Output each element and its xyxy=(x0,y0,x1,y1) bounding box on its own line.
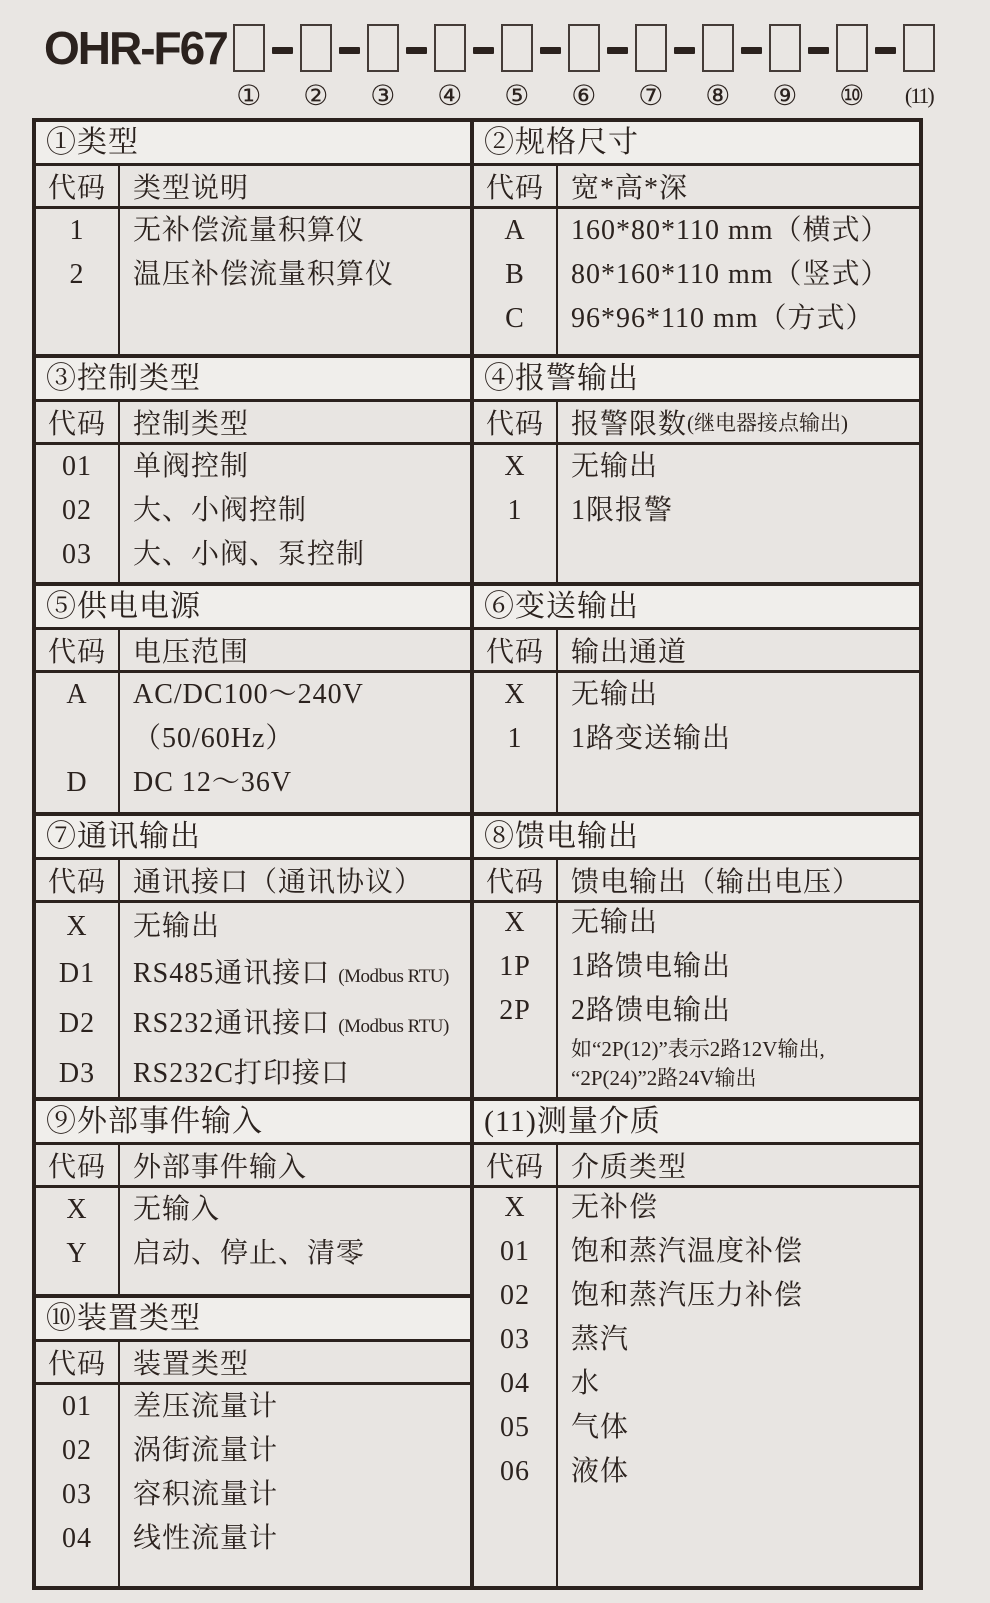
column-headers xyxy=(36,402,470,445)
model-code-position-8 xyxy=(700,22,736,111)
table-row xyxy=(474,297,919,341)
position-label: ⑦ xyxy=(638,79,664,112)
voltage-line-1: AC/DC100～240V xyxy=(133,679,364,710)
desc-value: 差压流量计 xyxy=(133,1391,279,1422)
desc-header: 输出通道 xyxy=(571,637,688,668)
table-row xyxy=(36,445,470,489)
data-rows xyxy=(36,209,470,354)
desc-filler xyxy=(558,341,919,354)
desc-value xyxy=(120,1000,470,1050)
desc-value: 无输出 xyxy=(571,907,659,938)
model-code-box xyxy=(233,24,265,72)
desc-filler xyxy=(558,1496,919,1586)
note-line-1: 如“2P(12)”表示2路12V输出, xyxy=(571,1037,825,1061)
code-value: X xyxy=(474,445,558,489)
model-code-box xyxy=(836,24,868,72)
position-label: ⑤ xyxy=(504,79,530,112)
dash-separator xyxy=(540,47,561,54)
protocol-note: (Modbus RTU) xyxy=(338,966,449,987)
code-header: 代码 xyxy=(36,860,120,900)
desc-value: 160*80*110 mm（横式） xyxy=(571,215,890,246)
data-rows xyxy=(36,903,470,1097)
protocol-note: (Modbus RTU) xyxy=(338,1016,449,1037)
code-header: 代码 xyxy=(36,402,120,442)
desc-value: 饱和蒸汽压力补偿 xyxy=(571,1280,804,1311)
code-header: 代码 xyxy=(474,1145,558,1185)
column-headers xyxy=(474,1145,919,1188)
desc-value xyxy=(120,950,470,1000)
desc-value: 线性流量计 xyxy=(133,1523,279,1554)
interface-label: RS485通讯接口 xyxy=(133,958,331,989)
section-title: ⑧馈电输出 xyxy=(474,816,919,860)
voltage-line-2: （50/60Hz） xyxy=(133,723,295,754)
section-communication-output xyxy=(36,812,470,1097)
code-value: 2P xyxy=(474,991,558,1035)
model-code-position-3 xyxy=(365,22,401,111)
row-filler xyxy=(36,1561,470,1586)
desc-value: RS232C打印接口 xyxy=(133,1058,350,1089)
section-alarm-output xyxy=(474,354,919,582)
column-headers xyxy=(36,166,470,209)
table-row xyxy=(36,1429,470,1473)
model-code-position-1 xyxy=(231,22,267,111)
code-value: 03 xyxy=(36,533,120,577)
section-power-supply xyxy=(36,582,470,812)
code-value: 01 xyxy=(36,445,120,489)
desc-filler xyxy=(120,1276,470,1294)
data-rows xyxy=(474,445,919,582)
note-line-2: “2P(24)”2路24V输出 xyxy=(571,1066,757,1090)
model-code-position-5 xyxy=(499,22,535,111)
position-label: ⑧ xyxy=(705,79,731,112)
table-row xyxy=(36,1232,470,1276)
desc-value: 容积流量计 xyxy=(133,1479,279,1510)
model-code-position-4 xyxy=(432,22,468,111)
section-title: ①类型 xyxy=(36,122,470,166)
model-code-position-6 xyxy=(566,22,602,111)
code-value: 1 xyxy=(474,717,558,761)
desc-value: 1路变送输出 xyxy=(571,723,732,754)
code-value: D2 xyxy=(36,1000,120,1050)
section-feed-power-output xyxy=(474,812,919,1097)
desc-value: 无输出 xyxy=(571,679,659,710)
table-row xyxy=(36,1517,470,1561)
table-row xyxy=(474,209,919,253)
code-filler xyxy=(474,1496,558,1586)
desc-value: 无补偿流量积算仪 xyxy=(133,215,366,246)
desc-value: 液体 xyxy=(571,1456,630,1487)
model-code-header xyxy=(44,22,954,111)
desc-filler xyxy=(120,805,470,812)
desc-value: 1限报警 xyxy=(571,495,674,526)
code-value: 03 xyxy=(36,1473,120,1517)
code-value: X xyxy=(36,1188,120,1232)
row-filler xyxy=(474,1496,919,1586)
desc-value: 大、小阀、泵控制 xyxy=(133,539,366,570)
section-device-type xyxy=(36,1294,470,1586)
feed-power-note xyxy=(558,1035,919,1093)
section-title: (11)测量介质 xyxy=(474,1101,919,1145)
model-code-box xyxy=(300,24,332,72)
row-filler xyxy=(474,761,919,812)
code-header: 代码 xyxy=(474,402,558,442)
column-headers xyxy=(474,166,919,209)
desc-value xyxy=(120,673,470,761)
code-value: X xyxy=(474,1188,558,1232)
code-header: 代码 xyxy=(474,860,558,900)
data-rows xyxy=(36,673,470,812)
section-control-type xyxy=(36,354,470,582)
position-label: ⑩ xyxy=(839,79,865,112)
table-row xyxy=(474,1232,919,1276)
data-rows xyxy=(474,673,919,812)
table-row xyxy=(36,1473,470,1517)
section-type xyxy=(36,122,470,354)
code-value: A xyxy=(36,673,120,761)
section-title: ⑩装置类型 xyxy=(36,1298,470,1342)
desc-value: 水 xyxy=(571,1368,601,1399)
column-headers xyxy=(474,402,919,445)
model-code-box xyxy=(702,24,734,72)
code-header: 代码 xyxy=(36,1342,120,1382)
row-filler xyxy=(474,341,919,354)
code-value: D3 xyxy=(36,1050,120,1097)
code-value: 03 xyxy=(474,1320,558,1364)
desc-value: 2路馈电输出 xyxy=(571,995,732,1026)
code-value: 2 xyxy=(36,253,120,297)
desc-header: 馈电输出（输出电压） xyxy=(571,867,862,898)
dash-separator xyxy=(406,47,427,54)
desc-value: 单阀控制 xyxy=(133,451,250,482)
table-row xyxy=(36,209,470,253)
code-filler xyxy=(474,761,558,812)
column-headers xyxy=(474,630,919,673)
desc-header: 控制类型 xyxy=(133,409,250,440)
code-value: C xyxy=(474,297,558,341)
code-value: 04 xyxy=(36,1517,120,1561)
code-value: D1 xyxy=(36,950,120,1000)
dash-separator xyxy=(339,47,360,54)
desc-header: 通讯接口（通讯协议） xyxy=(133,867,424,898)
table-row xyxy=(36,1188,470,1232)
position-label: ⑥ xyxy=(571,79,597,112)
table-row-note xyxy=(474,1035,919,1093)
section-measurement-medium xyxy=(474,1097,919,1586)
position-label: ① xyxy=(236,79,262,112)
column-headers xyxy=(36,1342,470,1385)
code-filler xyxy=(36,1276,120,1294)
table-row xyxy=(36,1000,470,1050)
dash-separator xyxy=(607,47,628,54)
code-value: Y xyxy=(36,1232,120,1276)
code-header: 代码 xyxy=(474,166,558,206)
model-code-box xyxy=(635,24,667,72)
code-filler xyxy=(36,805,120,812)
table-row xyxy=(474,1276,919,1320)
interface-label: RS232通讯接口 xyxy=(133,1008,331,1039)
model-code-position-2 xyxy=(298,22,334,111)
table-row xyxy=(474,1408,919,1452)
desc-value: 无补偿 xyxy=(571,1192,659,1223)
position-label: (11) xyxy=(904,83,933,108)
desc-value: 饱和蒸汽温度补偿 xyxy=(571,1236,804,1267)
code-filler xyxy=(474,1035,558,1093)
code-value: 1 xyxy=(474,489,558,533)
desc-value: 无输入 xyxy=(133,1194,221,1225)
model-code-position-10 xyxy=(834,22,870,111)
desc-filler xyxy=(120,297,470,354)
desc-value: 蒸汽 xyxy=(571,1324,630,1355)
desc-value: 96*96*110 mm（方式） xyxy=(571,303,875,334)
desc-value: 80*160*110 mm（竖式） xyxy=(571,259,890,290)
desc-value: 1路馈电输出 xyxy=(571,951,732,982)
table-row xyxy=(474,1320,919,1364)
model-code-box xyxy=(434,24,466,72)
desc-filler xyxy=(558,533,919,582)
section-title: ⑥变送输出 xyxy=(474,586,919,630)
section-title: ③控制类型 xyxy=(36,358,470,402)
code-value: 04 xyxy=(474,1364,558,1408)
code-filler xyxy=(36,1561,120,1586)
code-value: 01 xyxy=(36,1385,120,1429)
column-headers xyxy=(36,1145,470,1188)
model-code-box xyxy=(903,24,935,72)
table-right-column xyxy=(474,122,919,1586)
data-rows xyxy=(36,445,470,582)
desc-header: 介质类型 xyxy=(571,1152,688,1183)
code-value: 02 xyxy=(474,1276,558,1320)
section-title: ⑨外部事件输入 xyxy=(36,1101,470,1145)
code-value: 02 xyxy=(36,1429,120,1473)
model-prefix: OHR-F67 xyxy=(44,22,227,74)
dash-separator xyxy=(272,47,293,54)
table-row xyxy=(474,445,919,489)
desc-header: 电压范围 xyxy=(133,637,250,668)
section-title: ④报警输出 xyxy=(474,358,919,402)
code-header: 代码 xyxy=(36,1145,120,1185)
desc-value: 涡街流量计 xyxy=(133,1435,279,1466)
table-row xyxy=(474,717,919,761)
section-external-event-input xyxy=(36,1097,470,1294)
code-value: X xyxy=(474,673,558,717)
desc-value: 启动、停止、清零 xyxy=(133,1238,366,1269)
column-headers xyxy=(36,860,470,903)
table-row xyxy=(474,489,919,533)
code-filler xyxy=(474,533,558,582)
dash-separator xyxy=(741,47,762,54)
position-label: ④ xyxy=(437,79,463,112)
position-label: ② xyxy=(303,79,329,112)
table-row xyxy=(36,950,470,1000)
position-label: ⑨ xyxy=(772,79,798,112)
alarm-header-main: 报警限数 xyxy=(571,409,688,440)
row-filler xyxy=(36,805,470,812)
table-row xyxy=(36,1050,470,1097)
position-label: ③ xyxy=(370,79,396,112)
code-value: B xyxy=(474,253,558,297)
data-rows xyxy=(474,1188,919,1586)
code-value: 05 xyxy=(474,1408,558,1452)
section-title: ②规格尺寸 xyxy=(474,122,919,166)
data-rows xyxy=(474,209,919,354)
section-title: ⑤供电电源 xyxy=(36,586,470,630)
column-headers xyxy=(36,630,470,673)
desc-filler xyxy=(120,1561,470,1586)
data-rows xyxy=(36,1385,470,1586)
row-filler xyxy=(36,1276,470,1294)
table-row xyxy=(36,1385,470,1429)
code-header: 代码 xyxy=(36,630,120,670)
desc-value: 温压补偿流量积算仪 xyxy=(133,259,395,290)
dash-separator xyxy=(473,47,494,54)
code-header: 代码 xyxy=(474,630,558,670)
table-row xyxy=(36,533,470,577)
column-headers xyxy=(474,860,919,903)
table-row xyxy=(474,991,919,1035)
dash-separator xyxy=(808,47,829,54)
table-row xyxy=(36,761,470,805)
code-filler xyxy=(474,341,558,354)
table-row xyxy=(36,673,470,761)
code-value: 01 xyxy=(474,1232,558,1276)
row-filler xyxy=(474,533,919,582)
desc-header: 宽*高*深 xyxy=(571,173,689,204)
table-row xyxy=(474,673,919,717)
section-transmit-output xyxy=(474,582,919,812)
desc-header: 外部事件输入 xyxy=(133,1152,308,1183)
code-value: 1P xyxy=(474,947,558,991)
desc-value: 大、小阀控制 xyxy=(133,495,308,526)
desc-value: 气体 xyxy=(571,1412,630,1443)
model-code-box xyxy=(501,24,533,72)
table-row xyxy=(36,253,470,297)
dash-separator xyxy=(875,47,896,54)
code-value: X xyxy=(474,903,558,947)
code-value: X xyxy=(36,903,120,950)
table-row xyxy=(474,947,919,991)
row-filler xyxy=(36,297,470,354)
section-title: ⑦通讯输出 xyxy=(36,816,470,860)
table-row xyxy=(474,1452,919,1496)
code-value: 1 xyxy=(36,209,120,253)
code-header: 代码 xyxy=(36,166,120,206)
model-code-box xyxy=(769,24,801,72)
ordering-table xyxy=(32,118,923,1590)
table-row xyxy=(36,489,470,533)
table-row xyxy=(474,1188,919,1232)
desc-header: 类型说明 xyxy=(133,173,250,204)
desc-header xyxy=(558,402,919,442)
model-code-box xyxy=(367,24,399,72)
model-code-position-11 xyxy=(901,22,937,111)
alarm-header-note: (继电器接点输出) xyxy=(687,411,849,435)
dash-separator xyxy=(674,47,695,54)
model-code-position-7 xyxy=(633,22,669,111)
model-code-row xyxy=(44,22,954,111)
code-value: 06 xyxy=(474,1452,558,1496)
desc-filler xyxy=(558,761,919,812)
table-row xyxy=(474,253,919,297)
table-row xyxy=(474,1364,919,1408)
data-rows xyxy=(36,1188,470,1294)
desc-value: 无输出 xyxy=(571,451,659,482)
code-value: A xyxy=(474,209,558,253)
table-row xyxy=(474,903,919,947)
model-code-position-9 xyxy=(767,22,803,111)
code-filler xyxy=(36,297,120,354)
table-left-column xyxy=(36,122,474,1586)
model-code-box xyxy=(568,24,600,72)
data-rows xyxy=(474,903,919,1097)
code-value: 02 xyxy=(36,489,120,533)
table-row xyxy=(36,903,470,950)
desc-value: DC 12～36V xyxy=(133,767,293,798)
desc-value: 无输出 xyxy=(133,911,221,942)
section-size xyxy=(474,122,919,354)
code-value: D xyxy=(36,761,120,805)
desc-header: 装置类型 xyxy=(133,1349,250,1380)
